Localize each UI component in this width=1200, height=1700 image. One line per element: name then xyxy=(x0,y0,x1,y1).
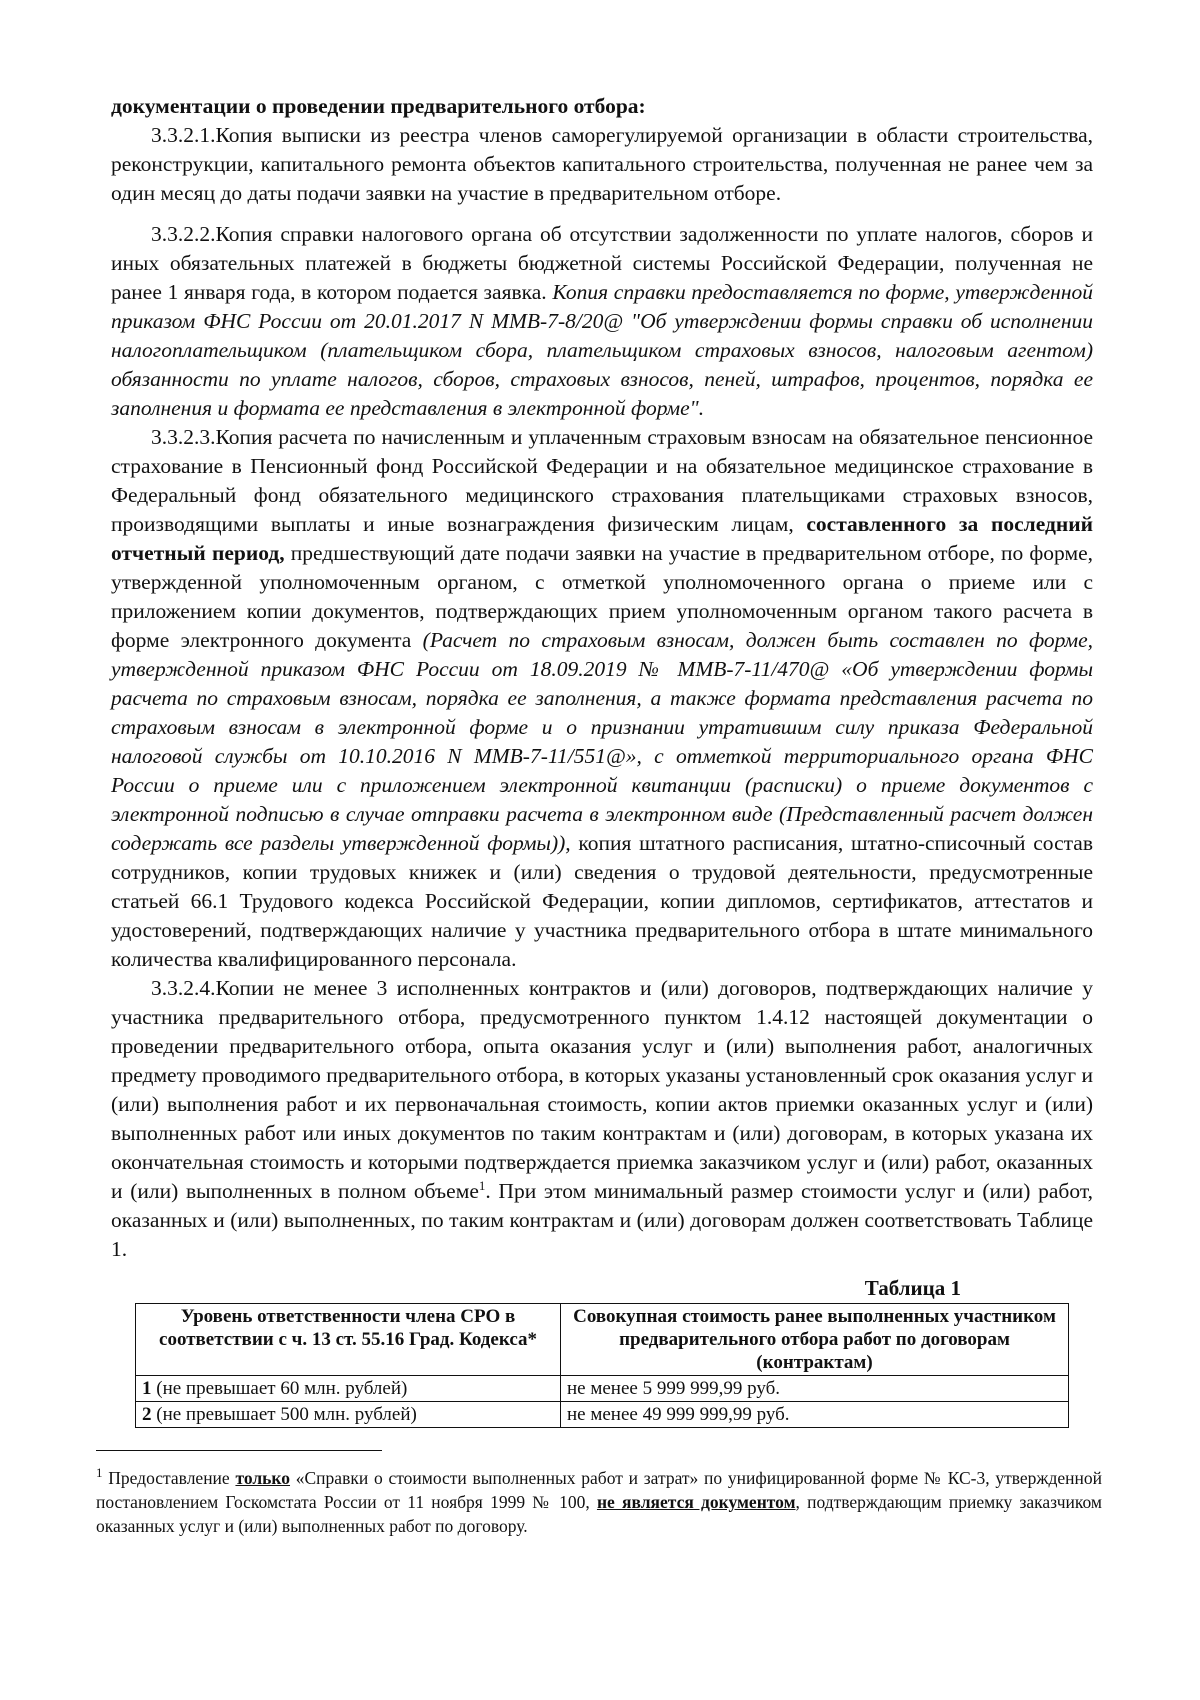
clause-number: 3.3.2.4. xyxy=(151,976,216,1000)
clause-number: 3.3.2.3. xyxy=(151,425,216,449)
table-cell: не менее 49 999 999,99 руб. xyxy=(561,1402,1069,1428)
clause-3-3-2-4 xyxy=(111,974,1093,1264)
clause-3-3-2-2 xyxy=(111,220,1093,423)
footnote-emphasis: не является документом xyxy=(596,1492,796,1512)
clause-text: Копия выписки из реестра членов саморегулируемой организации в области строительства, реконструкции, капитального ремонта объектов капитального строительства, полученная не ранее чем за один месяц до даты подачи заявки на участие в предварительном отборе. xyxy=(111,123,1093,205)
cost-table xyxy=(135,1303,1069,1428)
section-heading: документации о проведении предварительного отбора: xyxy=(111,94,646,118)
table-row xyxy=(136,1402,1069,1428)
table-cell: 1 (не превышает 60 млн. рублей) xyxy=(136,1376,561,1402)
clause-text: копия штатного расписания, штатно-списочный состав сотрудников, копии трудовых книжек и (или) сведения о трудовой деятельности, предусмотренные статьей 66.1 Трудового кодекса Российской Федерации, копии дипломов, сертификатов, аттестатов и удостоверений, подтверждающих наличие у участника предварительного отбора в штате минимального количества квалифицированного персонала. xyxy=(111,831,1093,971)
footnote: $^1$ Предоставление только «Справки о стоимости выполненных работ и затрат» по унифицированной форме № КС-3, утвержденной постановлением Госкомстата России от 11 ноября 1999 № 100, не является документом, подтверждающим приемку заказчиком оказанных услуг и (или) выполненных работ по договору. xyxy=(96,1465,1102,1536)
clause-bold-text: составленного за последний отчетный период, xyxy=(111,512,1094,565)
clause-italic-note: (Расчет по страховым взносам, должен быть составлен по форме, утвержденной приказом ФНС России от 18.09.2019 № ММВ-7-11/470@ «Об утверждении формы расчета по страховым взносам, порядка ее заполнения, а также формата представления расчета по страховым взносам в электронной форме и о признании утратившим силу приказа Федеральной налоговой службы от 10.10.2016 N ММВ-7-11/551@», с отметкой территориального органа ФНС России о приеме или с приложением электронной квитанции (расписки) о приеме документов с электронной подписью в случае отправки расчета в электронном виде (Представленный расчет должен содержать все разделы утвержденной формы)), xyxy=(111,628,1093,855)
footnote-separator xyxy=(96,1450,382,1451)
table-header-cell: Уровень ответственности члена СРО в соответствии с ч. 13 ст. 55.16 Град. Кодекса* xyxy=(136,1304,561,1376)
clause-number: 3.3.2.2. xyxy=(151,222,216,246)
clause-number: 3.3.2.1. xyxy=(151,123,216,147)
clause-3-3-2-3 xyxy=(111,423,1093,974)
table-cell: не менее 5 999 999,99 руб. xyxy=(561,1376,1069,1402)
clause-text: Копия справки налогового органа об отсутствии задолженности по уплате налогов, сборов и иных обязательных платежей в бюджеты бюджетной системы Российской Федерации, полученная не ранее 1 января года, в котором подается заявка. xyxy=(111,222,1093,304)
table-caption: Таблица 1 xyxy=(864,1276,961,1300)
table-header-row xyxy=(136,1304,1069,1376)
clause-3-3-2-1 xyxy=(111,121,1093,208)
clause-text: Копия расчета по начисленным и уплаченным страховым взносам на обязательное пенсионное страхование в Пенсионный фонд Российской Федерации и на обязательное медицинское страхование в Федеральный фонд обязательного медицинского страхования плательщиками страховых взносов, производящими выплаты и иные вознаграждения физическим лицам, xyxy=(111,425,1093,536)
document-body xyxy=(111,92,1093,1428)
clause-text: Копии не менее 3 исполненных контрактов и (или) договоров, подтверждающих наличие у участника предварительного отбора, предусмотренного пунктом 1.4.12 настоящей документации о проведении предварительного отбора, опыта оказания услуг и (или) выполнения работ, аналогичных предмету проводимого предварительного отбора, в которых указаны установленный срок оказания услуг и (или) выполнения работ и их первоначальная стоимость, копии актов приемки оказанных услуг и (или) выполненных работ или иных документов по таким контрактам и (или) договорам, в которых указана их окончательная стоимость и которыми подтверждается приемка заказчиком услуг и (или) работ, оказанных и (или) выполненных в полном объеме xyxy=(111,976,1093,1203)
clause-text: . При этом минимальный размер стоимости услуг и (или) работ, оказанных и (или) выполненных, по таким контрактам и (или) договорам должен соответствовать Таблице 1. xyxy=(111,1179,1093,1261)
footnote-mark: 1 xyxy=(96,1465,103,1481)
table-row xyxy=(136,1376,1069,1402)
footnote-ref: 1 xyxy=(478,1177,486,1193)
table-cell: 2 (не превышает 500 млн. рублей) xyxy=(136,1402,561,1428)
table-header-cell: Совокупная стоимость ранее выполненных участником предварительного отбора работ по договорам (контрактам) xyxy=(561,1304,1069,1376)
footnote-emphasis: только xyxy=(235,1468,291,1488)
clause-text: предшествующий дате подачи заявки на участие в предварительном отборе, по форме, утвержденной уполномоченным органом, с отметкой уполномоченного органа о приеме или с приложением копии документов, подтверждающих прием уполномоченным органом такого расчета в форме электронного документа xyxy=(111,541,1093,652)
clause-italic-note: Копия справки предоставляется по форме, утвержденной приказом ФНС России от 20.01.2017 N ММВ-7-8/20@ "Об утверждении формы справки об исполнении налогоплательщиком (плательщиком сбора, плательщиком страховых взносов, налоговым агентом) обязанности по уплате налогов, сборов, страховых взносов, пеней, штрафов, процентов, порядка ее заполнения и формата ее представления в электронной форме". xyxy=(111,280,1093,420)
